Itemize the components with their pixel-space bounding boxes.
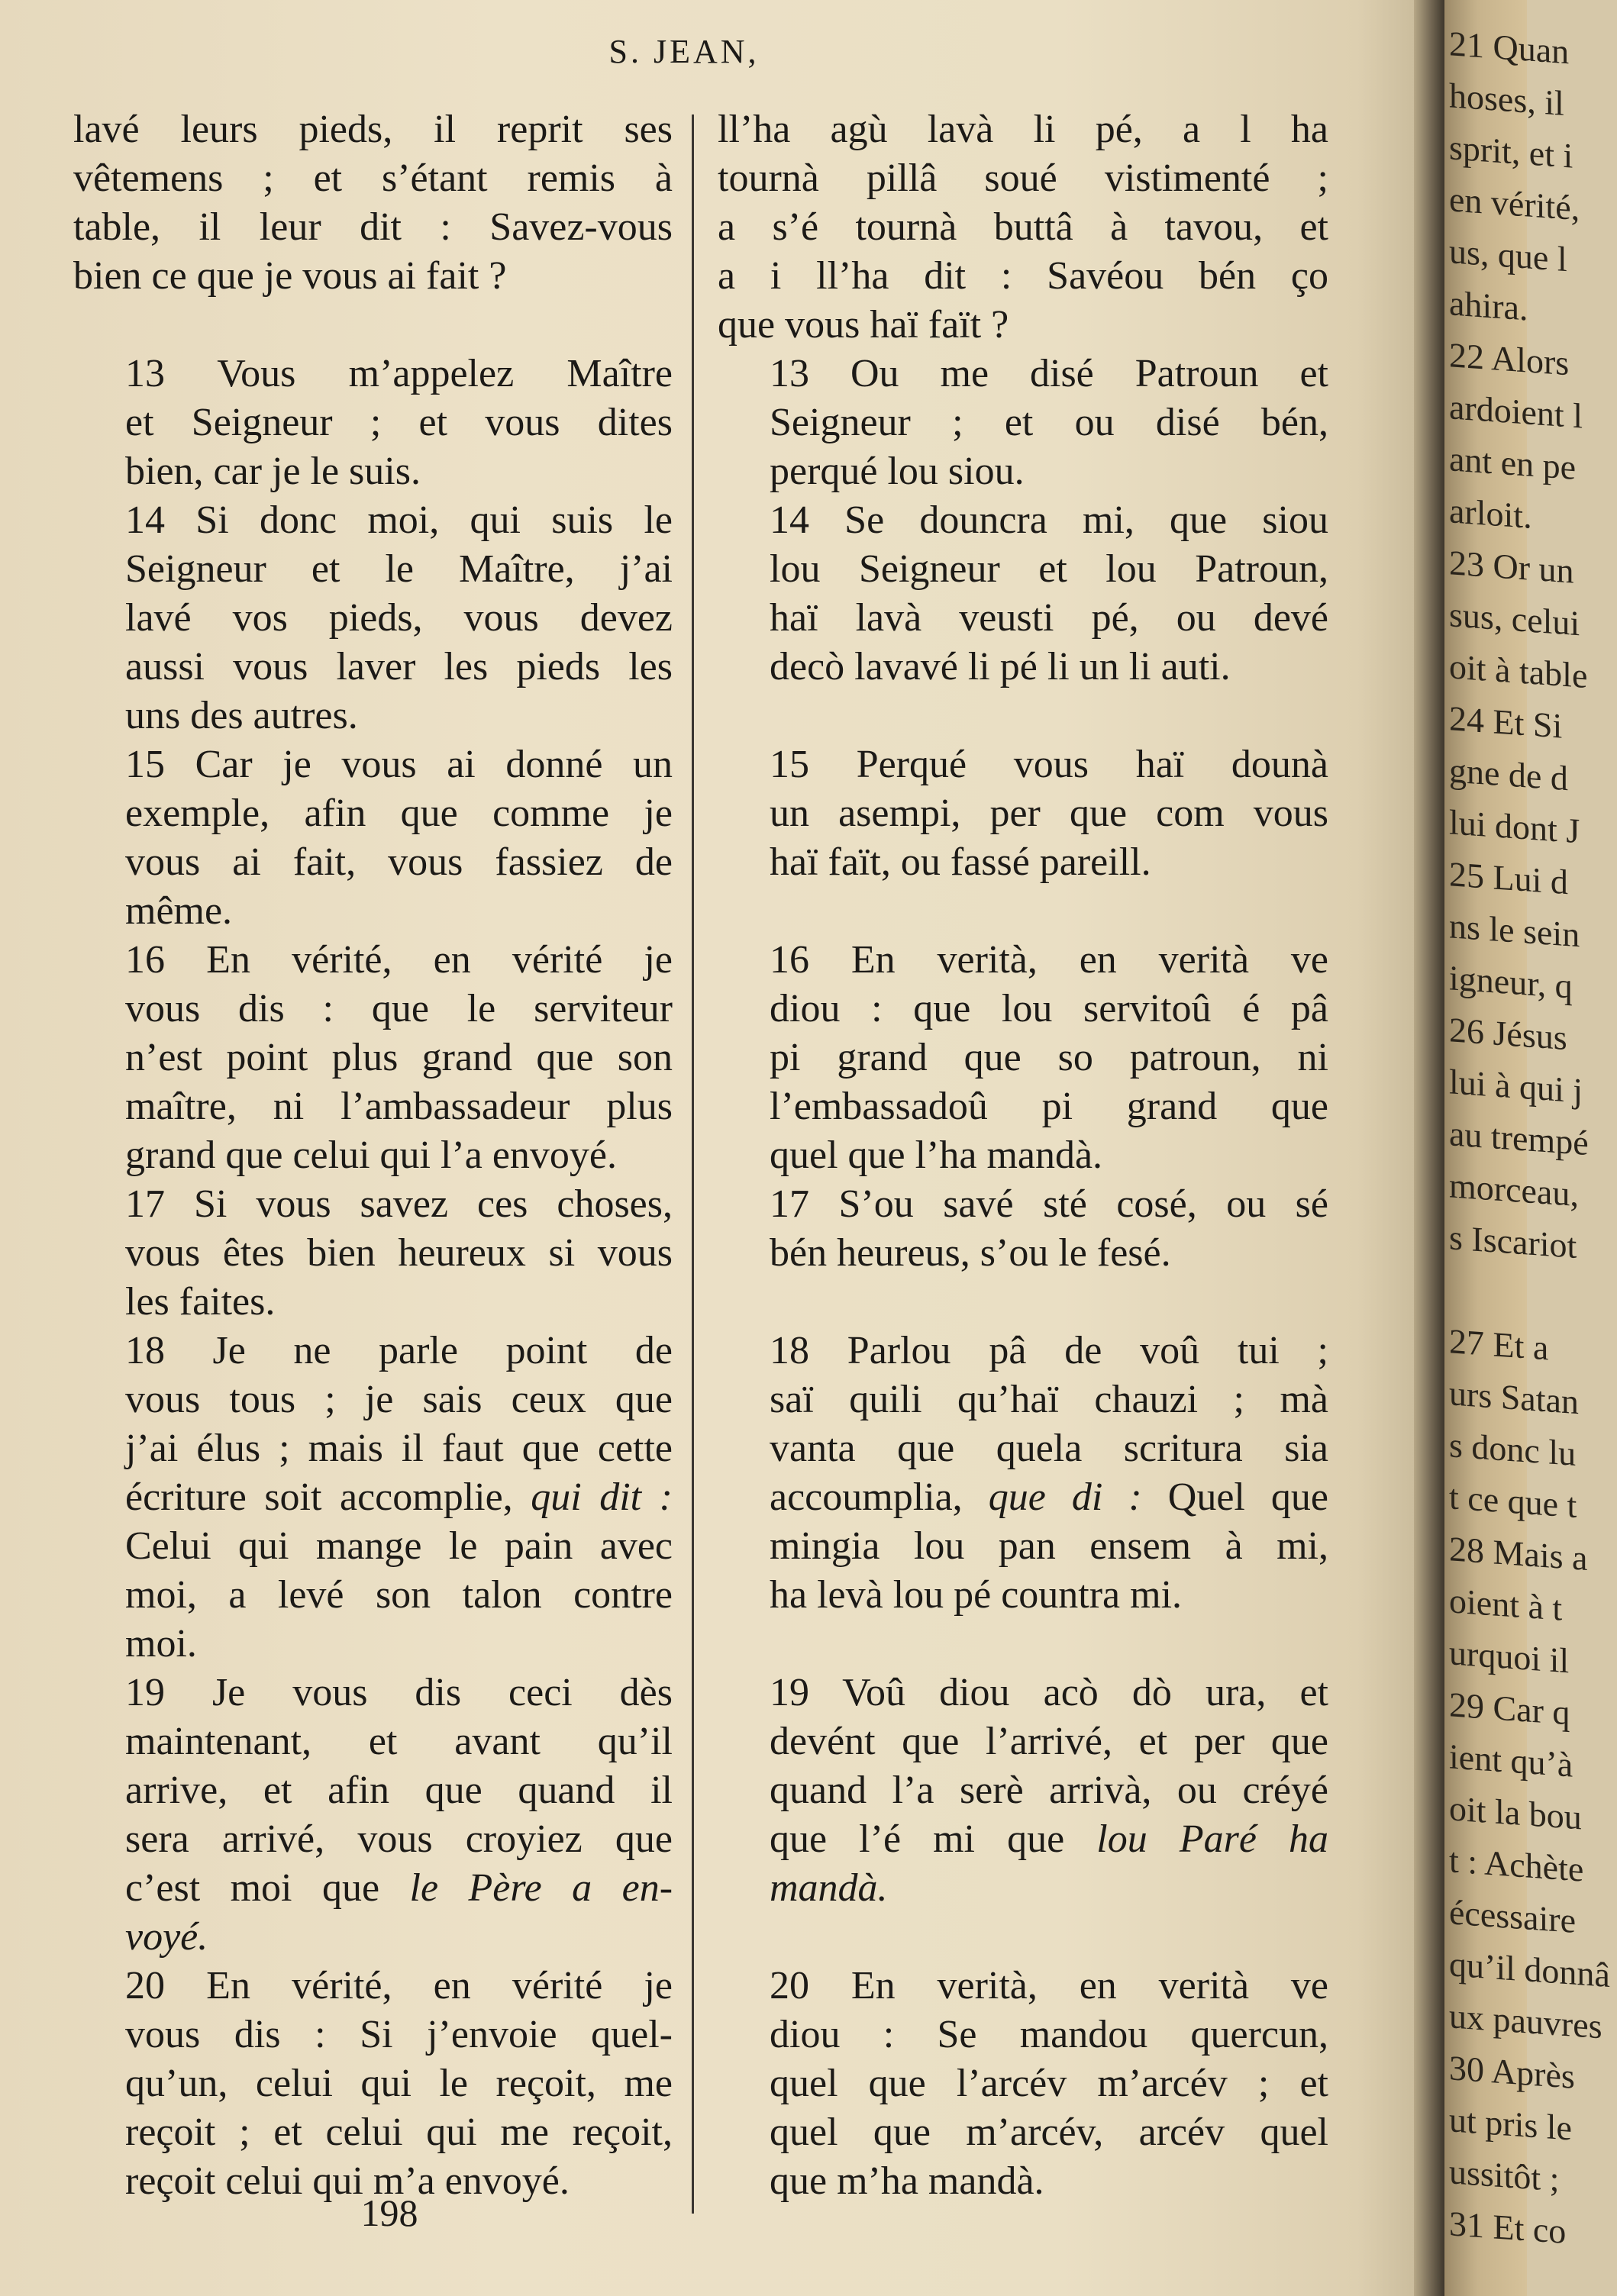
text-line: un asempi, per que com vous: [770, 792, 1328, 835]
text-line: même.: [125, 889, 233, 933]
text-line: 15 Perqué vous haï dounà: [770, 743, 1328, 786]
verse-paragraph: [73, 1669, 673, 1962]
text-line: aussi vous laver les pieds les: [125, 645, 673, 688]
text-line: maître, ni l’ambassadeur plus: [125, 1085, 673, 1128]
adjacent-page-fragment: urquoi il: [1449, 1633, 1570, 1681]
text-line: 18 Je ne parle point de: [125, 1329, 673, 1372]
text-line: decò lavavé li pé li un li auti.: [770, 645, 1231, 688]
verse-gap: [718, 887, 1328, 936]
text-line: haï lavà veusti pé, ou devé: [770, 596, 1328, 640]
text-line: 16 En vérité, en vérité je: [125, 938, 673, 982]
text-line: arrive, et afin que quand il: [125, 1769, 673, 1812]
italic-segment: qui dit :: [531, 1475, 673, 1519]
adjacent-page-fragment: ns le sein: [1449, 906, 1580, 955]
text-line: que l’é mi que lou Paré ha: [770, 1817, 1328, 1861]
adjacent-page-fragment: oient à t: [1449, 1581, 1563, 1628]
text-line: 18 Parlou pâ de voû tui ;: [770, 1329, 1328, 1372]
text-line: vous tous ; je sais ceux que: [125, 1378, 673, 1421]
adjacent-page-fragment: lui dont J: [1449, 802, 1580, 851]
verse-paragraph: [718, 496, 1328, 692]
verse-paragraph: [73, 740, 673, 936]
adjacent-page-fragment: 26 Jésus: [1449, 1010, 1567, 1058]
book-gutter: [1414, 0, 1444, 2296]
text-line: 15 Car je vous ai donné un: [125, 743, 673, 786]
text-line: bén heureus, s’ou le fesé.: [770, 1231, 1171, 1275]
adjacent-page-fragment: ant en pe: [1449, 439, 1577, 487]
text-line: c’est moi que le Père a en-: [125, 1866, 673, 1910]
text-line: ha levà lou pé countra mi.: [770, 1573, 1183, 1617]
text-line: quand l’a serè arrivà, ou créyé: [770, 1769, 1328, 1812]
text-line: Celui qui mange le pain avec: [125, 1524, 673, 1568]
text-line: vêtemens ; et s’étant remis à: [73, 156, 673, 200]
text-line: n’est point plus grand que son: [125, 1036, 673, 1079]
adjacent-page-fragment: 24 Et Si: [1449, 698, 1563, 746]
text-line: perqué lou siou.: [770, 450, 1025, 493]
text-line: vous ai fait, vous fassiez de: [125, 840, 673, 884]
text-line: tournà pillâ soué vistimenté ;: [718, 156, 1328, 200]
adjacent-page-fragment: ardoient l: [1449, 387, 1583, 436]
text-line: vous êtes bien heureux si vous: [125, 1231, 673, 1275]
text-line: écriture soit accomplie, qui dit :: [125, 1475, 673, 1519]
text-line: reçoit ; et celui qui me reçoit,: [125, 2111, 673, 2154]
verse-paragraph: [73, 496, 673, 740]
verse-paragraph: [73, 105, 673, 301]
text-line: 13 Ou me disé Patroun et: [770, 352, 1328, 395]
text-line: Seigneur ; et ou disé bén,: [770, 401, 1328, 444]
column-divider: [692, 114, 694, 2214]
text-line: quel que l’arcév m’arcév ; et: [770, 2062, 1328, 2105]
text-line: diou : Se mandou quercun,: [770, 2013, 1328, 2056]
adjacent-page-fragment: us, que l: [1449, 231, 1567, 279]
adjacent-page-fragment: arloit.: [1449, 491, 1532, 536]
french-column: [73, 105, 673, 2206]
text-line: quel que l’ha mandà.: [770, 1133, 1103, 1177]
adjacent-page-fragment: au trempé: [1449, 1114, 1589, 1163]
adjacent-page-fragment: 29 Car q: [1449, 1685, 1570, 1733]
adjacent-page-edge: [1444, 0, 1610, 2296]
text-line: qu’un, celui qui le reçoit, me: [125, 2062, 673, 2105]
verse-paragraph: [73, 350, 673, 496]
text-line: 19 Je vous dis ceci dès: [125, 1671, 673, 1714]
adjacent-page-fragment: 27 Et a: [1449, 1321, 1549, 1368]
text-line: 13 Vous m’appelez Maître: [125, 352, 673, 395]
text-line: sera arrivé, vous croyiez que: [125, 1817, 673, 1861]
adjacent-page-fragment: s Iscariot: [1449, 1217, 1577, 1266]
text-line: exemple, afin que comme je: [125, 792, 673, 835]
adjacent-page-fragment: hoses, il: [1449, 76, 1564, 123]
adjacent-page-fragment: ahira.: [1449, 283, 1528, 328]
verse-paragraph: [718, 105, 1328, 350]
text-line: grand que celui qui l’a envoyé.: [125, 1133, 617, 1177]
text-line: vanta que quela scritura sia: [770, 1427, 1328, 1470]
running-head: S. JEAN,: [608, 33, 760, 70]
adjacent-page-fragment: ux pauvres: [1449, 1996, 1602, 2046]
adjacent-page-fragment: en vérité,: [1449, 179, 1580, 228]
verse-gap: [718, 692, 1328, 740]
adjacent-page-fragment: urs Satan: [1449, 1373, 1579, 1422]
text-line: moi, a levé son talon contre: [125, 1573, 673, 1617]
text-line: 14 Si donc moi, qui suis le: [125, 498, 673, 542]
adjacent-page-fragment: igneur, q: [1449, 958, 1573, 1006]
adjacent-page-fragment: 22 Alors: [1449, 335, 1570, 383]
adjacent-page-fragment: s donc lu: [1449, 1425, 1577, 1473]
verse-gap: [718, 1913, 1328, 1962]
text-line: 17 S’ou savé sté cosé, ou sé: [770, 1182, 1328, 1226]
text-line: Seigneur et le Maître, j’ai: [125, 547, 673, 591]
verse-paragraph: [718, 1180, 1328, 1278]
text-line: mingia lou pan ensem à mi,: [770, 1524, 1328, 1568]
text-line: 19 Voû diou acò dò ura, et: [770, 1671, 1328, 1714]
text-line: 20 En vérité, en vérité je: [125, 1964, 673, 2007]
text-line: et Seigneur ; et vous dites: [125, 401, 673, 444]
text-line: lavé vos pieds, vous devez: [125, 596, 673, 640]
adjacent-page-fragment: 23 Or un: [1449, 543, 1574, 591]
adjacent-page-fragment: 31 Et co: [1449, 2204, 1567, 2252]
adjacent-page-fragment: oit à table: [1449, 647, 1588, 695]
verse-paragraph: [718, 936, 1328, 1180]
text-line: maintenant, et avant qu’il: [125, 1720, 673, 1763]
text-line: uns des autres.: [125, 694, 358, 737]
adjacent-page-fragment: t : Achète: [1449, 1840, 1584, 1889]
italic-segment: mandà.: [770, 1866, 888, 1910]
dialect-column: [718, 105, 1328, 2206]
text-line: 14 Se douncra mi, que siou: [770, 498, 1328, 542]
verse-paragraph: [718, 350, 1328, 496]
text-line: a s’é tournà buttâ à tavou, et: [718, 205, 1328, 249]
text-line: l’embassadoû pi grand que: [770, 1085, 1328, 1128]
text-line: saï quili qu’haï chauzi ; mà: [770, 1378, 1328, 1421]
text-line: 16 En verità, en verità ve: [770, 938, 1328, 982]
adjacent-page-fragment: ussitôt ;: [1449, 2152, 1560, 2199]
text-line: vous dis : que le serviteur: [125, 987, 673, 1030]
verse-paragraph: [73, 1327, 673, 1669]
adjacent-page-fragment: sprit, et i: [1449, 127, 1573, 176]
text-line: table, il leur dit : Savez-vous: [73, 205, 673, 249]
text-line: 20 En verità, en verità ve: [770, 1964, 1328, 2007]
text-line: devént que l’arrivé, et per que: [770, 1720, 1328, 1763]
text-line: [718, 1864, 1328, 1913]
text-line: bien, car je le suis.: [125, 450, 421, 493]
adjacent-page-fragment: [1449, 1270, 1617, 1282]
verse-paragraph: [73, 936, 673, 1180]
verse-gap: [718, 1278, 1328, 1327]
italic-segment: voyé.: [125, 1915, 208, 1959]
text-line: moi.: [125, 1622, 197, 1666]
text-line: pi grand que so patroun, ni: [770, 1036, 1328, 1079]
adjacent-page-fragment: gne de d: [1449, 750, 1568, 798]
italic-segment: lou Paré ha: [1096, 1817, 1328, 1861]
text-line: que vous haï faït ?: [718, 303, 1009, 347]
text-line: bien ce que je vous ai fait ?: [73, 254, 507, 298]
verse-paragraph: [73, 1962, 673, 2206]
text-line: [73, 1913, 673, 1962]
adjacent-page-fragment: oit la bou: [1449, 1788, 1582, 1837]
verse-gap: [73, 301, 673, 350]
adjacent-page-fragment: qu’il donnâ: [1449, 1944, 1610, 1995]
text-line: haï faït, ou fassé pareill.: [770, 840, 1151, 884]
verse-paragraph: [718, 1327, 1328, 1620]
text-line: j’ai élus ; mais il faut que cette: [125, 1427, 673, 1470]
adjacent-page-fragment: sus, celui: [1449, 595, 1580, 643]
text-line: vous dis : Si j’envoie quel-: [125, 2013, 673, 2056]
verse-gap: [718, 1620, 1328, 1669]
adjacent-page-fragment: 28 Mais a: [1449, 1529, 1588, 1578]
adjacent-page-fragment: morceau,: [1449, 1166, 1579, 1214]
text-line: les faites.: [125, 1280, 276, 1324]
text-line: accoumplia, que di : Quel que: [770, 1475, 1328, 1519]
text-line: a i ll’ha dit : Savéou bén ço: [718, 254, 1328, 298]
text-line: lou Seigneur et lou Patroun,: [770, 547, 1328, 591]
verse-paragraph: [73, 1180, 673, 1327]
text-line: que m’ha mandà.: [770, 2159, 1044, 2203]
adjacent-page-fragment: 25 Lui d: [1449, 854, 1568, 902]
text-line: lavé leurs pieds, il reprit ses: [73, 108, 673, 151]
verse-paragraph: [718, 1669, 1328, 1913]
adjacent-page-fragment: lui à qui j: [1449, 1062, 1583, 1111]
adjacent-page-fragment: écessaire: [1449, 1892, 1576, 1940]
adjacent-page-fragment: t ce que t: [1449, 1477, 1577, 1526]
italic-segment: que di :: [988, 1475, 1142, 1519]
adjacent-page-fragment: ient qu’à: [1449, 1737, 1573, 1785]
verse-paragraph: [718, 740, 1328, 887]
adjacent-page-fragment: 30 Après: [1449, 2048, 1575, 2096]
text-line: reçoit celui qui m’a envoyé.: [125, 2159, 570, 2203]
italic-segment: le Père a en-: [409, 1866, 673, 1910]
adjacent-page-fragment: 21 Quan: [1449, 24, 1570, 72]
text-line: ll’ha agù lavà li pé, a l ha: [718, 108, 1328, 151]
text-line: 17 Si vous savez ces choses,: [125, 1182, 673, 1226]
adjacent-page-fragment: ut pris le: [1449, 2100, 1572, 2148]
verse-paragraph: [718, 1962, 1328, 2206]
text-line: diou : que lou servitoû é pâ: [770, 987, 1328, 1030]
page-number: 198: [360, 2191, 418, 2234]
text-line: quel que m’arcév, arcév quel: [770, 2111, 1328, 2154]
